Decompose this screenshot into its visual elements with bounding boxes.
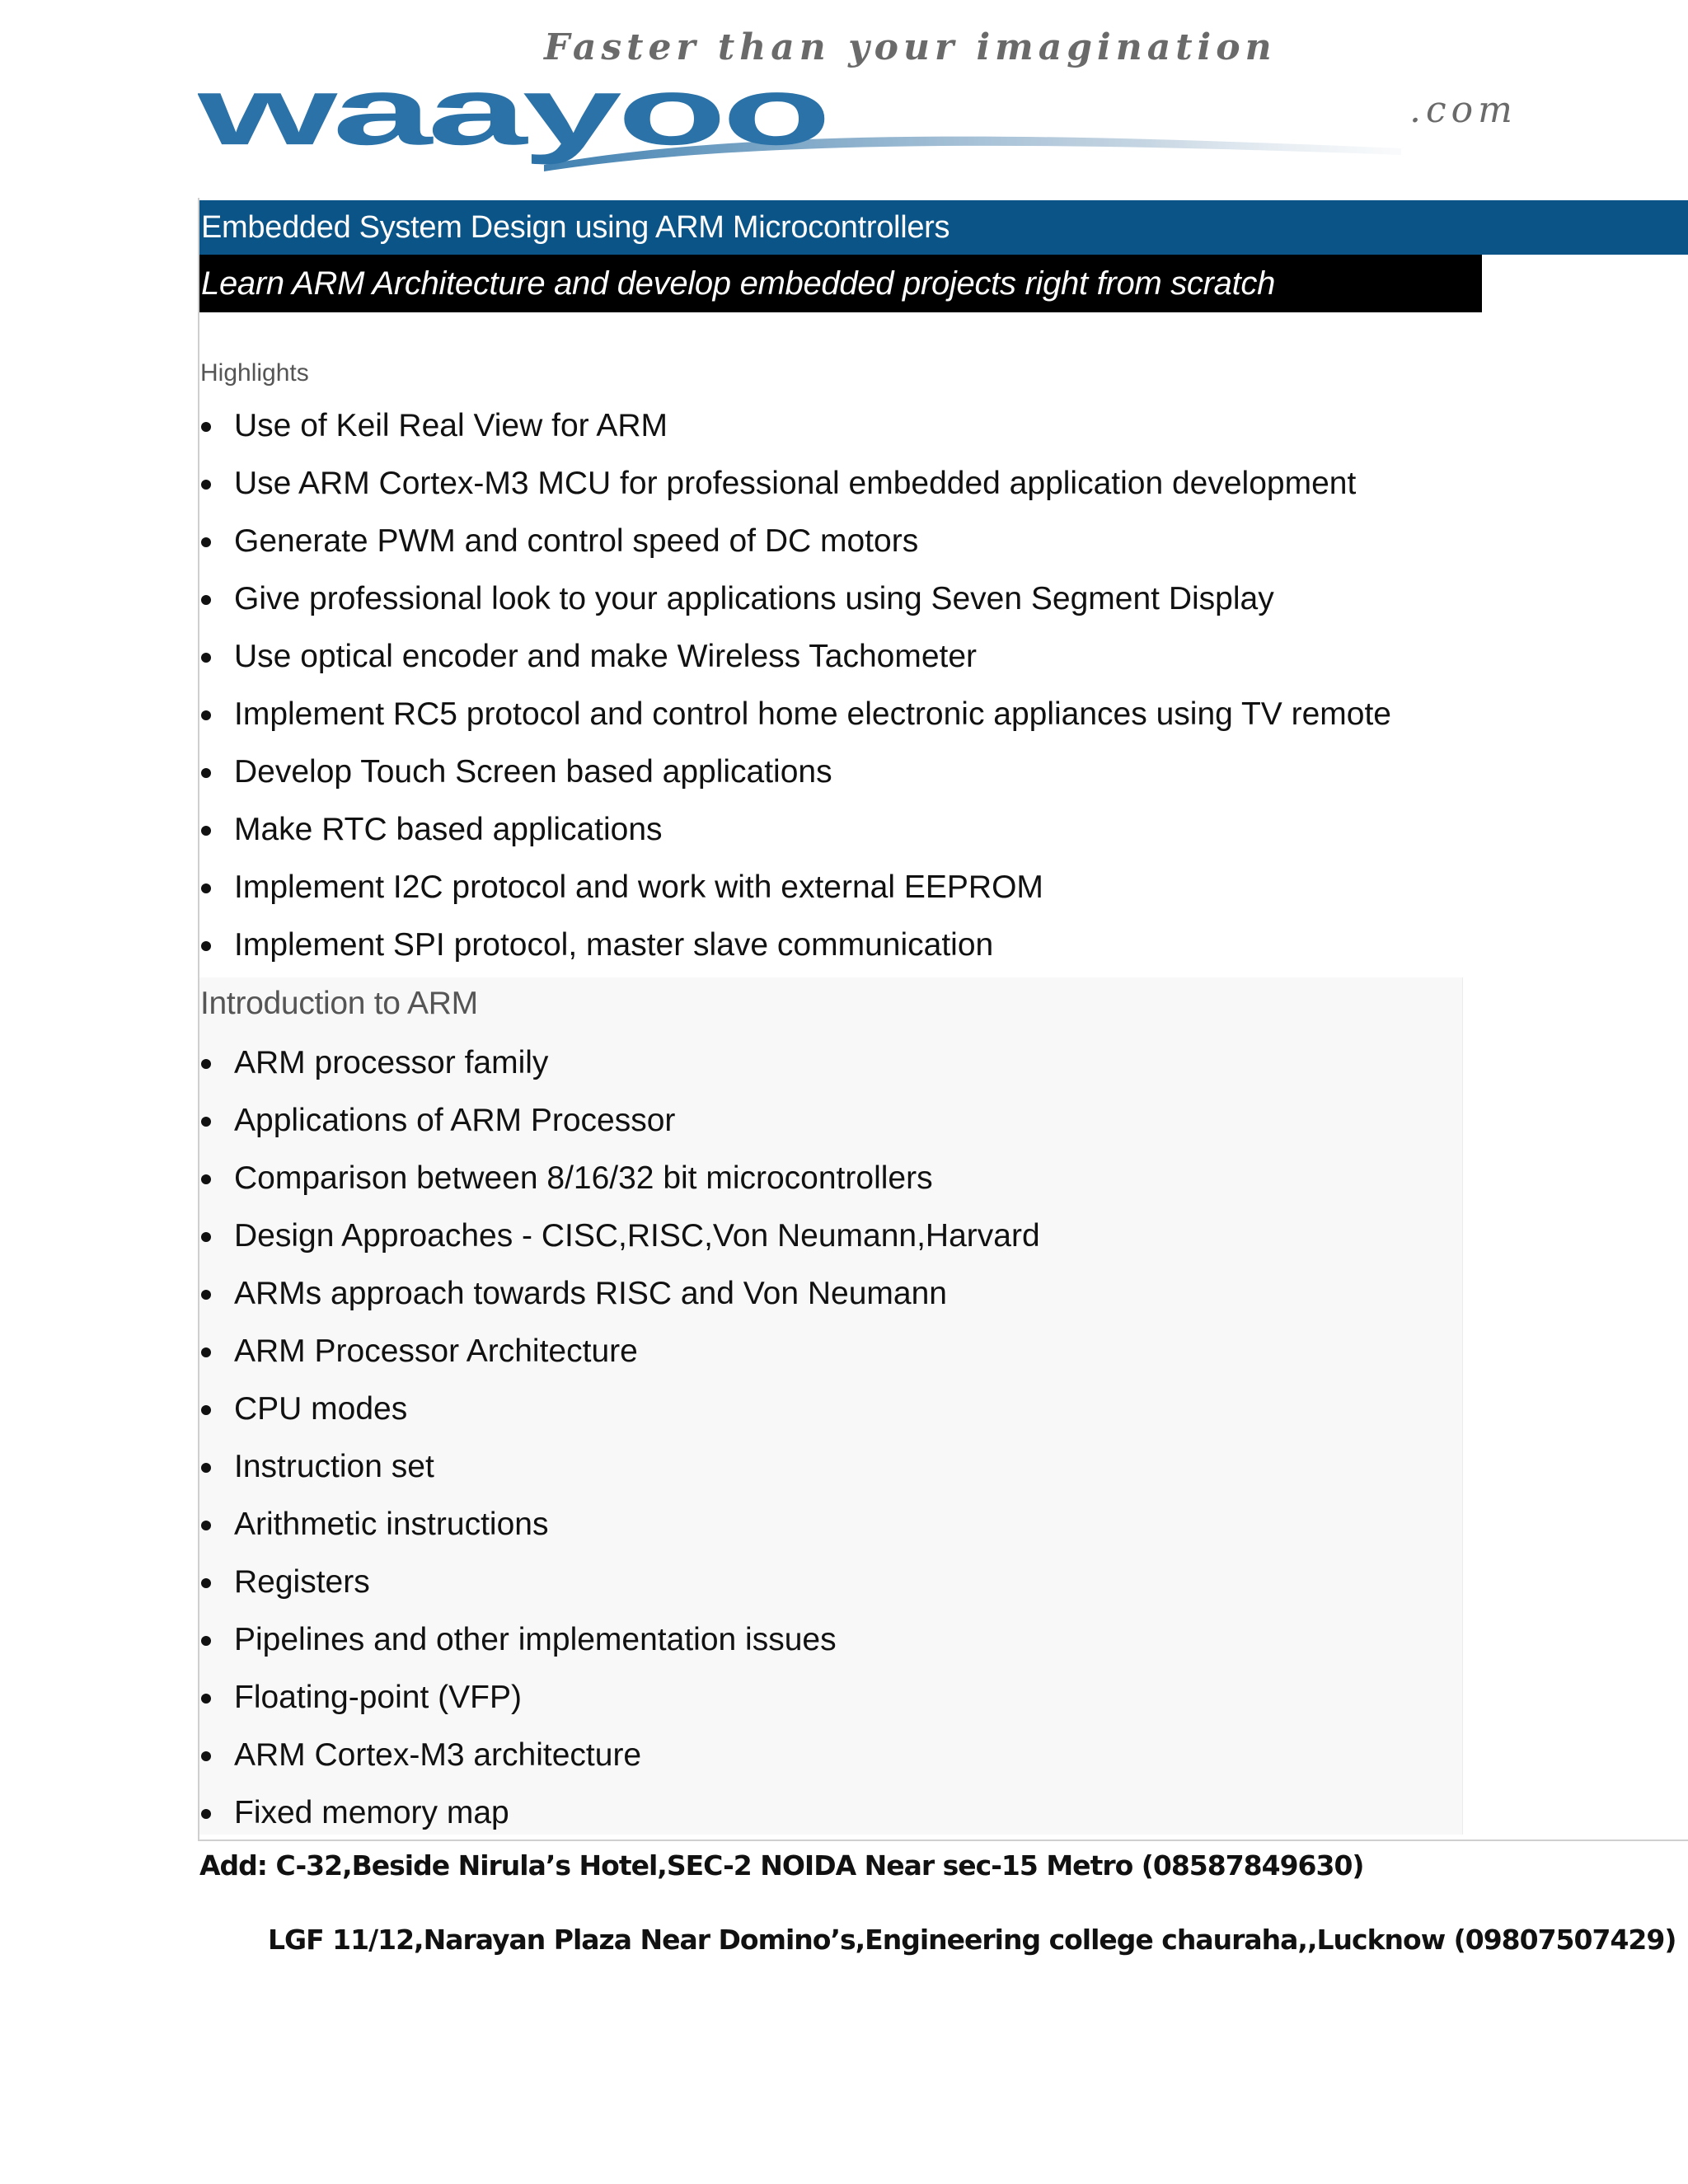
list-item-text: ARM processor family bbox=[234, 1045, 549, 1080]
course-title: Embedded System Design using ARM Microcontrollers bbox=[199, 200, 1688, 255]
course-subtitle: Learn ARM Architecture and develop embedded projects right from scratch bbox=[199, 255, 1482, 312]
bullet-icon bbox=[201, 653, 211, 663]
list-item-text: Generate PWM and control speed of DC motors bbox=[234, 523, 919, 559]
bullet-icon bbox=[201, 1117, 211, 1127]
list-item bbox=[199, 1323, 1040, 1380]
list-item-text: Implement I2C protocol and work with external EEPROM bbox=[234, 869, 1043, 905]
list-item-text: Implement RC5 protocol and control home electronic appliances using TV remote bbox=[234, 696, 1391, 732]
bullet-icon bbox=[201, 480, 211, 490]
list-item-text: ARM Cortex-M3 architecture bbox=[234, 1737, 642, 1773]
list-item bbox=[199, 1496, 1040, 1554]
list-item bbox=[199, 916, 1391, 974]
bullet-icon bbox=[201, 595, 211, 605]
lucknow-address: LGF 11/12,Narayan Plaza Near Domino’s,Engineering college chauraha,,Lucknow (09807507429) bbox=[268, 1924, 1676, 1956]
bullet-icon bbox=[201, 1521, 211, 1530]
list-item bbox=[199, 455, 1391, 513]
intro-list bbox=[199, 1034, 1040, 1842]
list-item-text: Registers bbox=[234, 1564, 370, 1600]
logo-tagline: Faster than your imagination bbox=[544, 26, 1277, 68]
list-item bbox=[199, 1092, 1040, 1150]
list-item bbox=[199, 1265, 1040, 1323]
list-item-text: Design Approaches - CISC,RISC,Von Neumann,Harvard bbox=[234, 1218, 1040, 1254]
bullet-icon bbox=[201, 1578, 211, 1588]
list-item-text: Comparison between 8/16/32 bit microcontrollers bbox=[234, 1160, 933, 1196]
bullet-icon bbox=[201, 768, 211, 778]
list-item-text: Use optical encoder and make Wireless Tachometer bbox=[234, 639, 978, 674]
list-item-text: Implement SPI protocol, master slave communication bbox=[234, 927, 994, 963]
bullet-icon bbox=[201, 883, 211, 893]
list-item-text: ARMs approach towards RISC and Von Neumann bbox=[234, 1276, 947, 1311]
list-item-text: Instruction set bbox=[234, 1449, 434, 1484]
list-item-text: Floating-point (VFP) bbox=[234, 1680, 522, 1715]
list-item bbox=[199, 1380, 1040, 1438]
list-item bbox=[199, 801, 1391, 859]
list-item bbox=[199, 1669, 1040, 1727]
list-item-text: Applications of ARM Processor bbox=[234, 1103, 676, 1138]
highlights-list bbox=[199, 397, 1391, 974]
logo-graphic bbox=[198, 25, 1599, 181]
bullet-icon bbox=[201, 1174, 211, 1184]
list-item-text: CPU modes bbox=[234, 1391, 408, 1427]
list-item-text: Use ARM Cortex-M3 MCU for professional embedded application development bbox=[234, 466, 1357, 501]
logo-brand: waayoo bbox=[198, 57, 827, 166]
list-item bbox=[199, 1034, 1040, 1092]
list-item-text: Pipelines and other implementation issues bbox=[234, 1622, 837, 1657]
bullet-icon bbox=[201, 1405, 211, 1415]
list-item bbox=[199, 743, 1391, 801]
bullet-icon bbox=[201, 1059, 211, 1069]
bullet-icon bbox=[201, 1751, 211, 1761]
list-item bbox=[199, 1727, 1040, 1784]
list-item bbox=[199, 1438, 1040, 1496]
list-item-text: Give professional look to your applications using Seven Segment Display bbox=[234, 581, 1274, 616]
list-item bbox=[199, 628, 1391, 686]
bullet-icon bbox=[201, 710, 211, 720]
bullet-icon bbox=[201, 826, 211, 836]
list-item bbox=[199, 513, 1391, 570]
bullet-icon bbox=[201, 1809, 211, 1819]
bullet-icon bbox=[201, 537, 211, 547]
list-item bbox=[199, 1784, 1040, 1842]
bullet-icon bbox=[201, 941, 211, 951]
list-item-text: Use of Keil Real View for ARM bbox=[234, 408, 668, 443]
list-item bbox=[199, 1207, 1040, 1265]
bullet-icon bbox=[201, 1636, 211, 1646]
bullet-icon bbox=[201, 1694, 211, 1704]
bullet-icon bbox=[201, 1232, 211, 1242]
list-item-text: Arithmetic instructions bbox=[234, 1507, 549, 1542]
list-item bbox=[199, 686, 1391, 743]
list-item-text: Fixed memory map bbox=[234, 1795, 509, 1830]
list-item bbox=[199, 1611, 1040, 1669]
list-item-text: ARM Processor Architecture bbox=[234, 1333, 638, 1369]
bullet-icon bbox=[201, 422, 211, 432]
bullet-icon bbox=[201, 1463, 211, 1473]
noida-address: Add: C-32,Beside Nirula’s Hotel,SEC-2 NOIDA Near sec-15 Metro (08587849630) bbox=[199, 1849, 1364, 1882]
list-item bbox=[199, 397, 1391, 455]
bullet-icon bbox=[201, 1347, 211, 1357]
list-item bbox=[199, 1554, 1040, 1611]
highlights-label: Highlights bbox=[200, 359, 309, 387]
list-item-text: Make RTC based applications bbox=[234, 812, 663, 847]
bullet-icon bbox=[201, 1290, 211, 1300]
logo-suffix: .com bbox=[1409, 89, 1517, 131]
intro-heading: Introduction to ARM bbox=[200, 986, 478, 1021]
waayoo-logo bbox=[198, 25, 1599, 181]
list-item bbox=[199, 1150, 1040, 1207]
list-item bbox=[199, 859, 1391, 916]
list-item bbox=[199, 570, 1391, 628]
list-item-text: Develop Touch Screen based applications bbox=[234, 754, 832, 790]
